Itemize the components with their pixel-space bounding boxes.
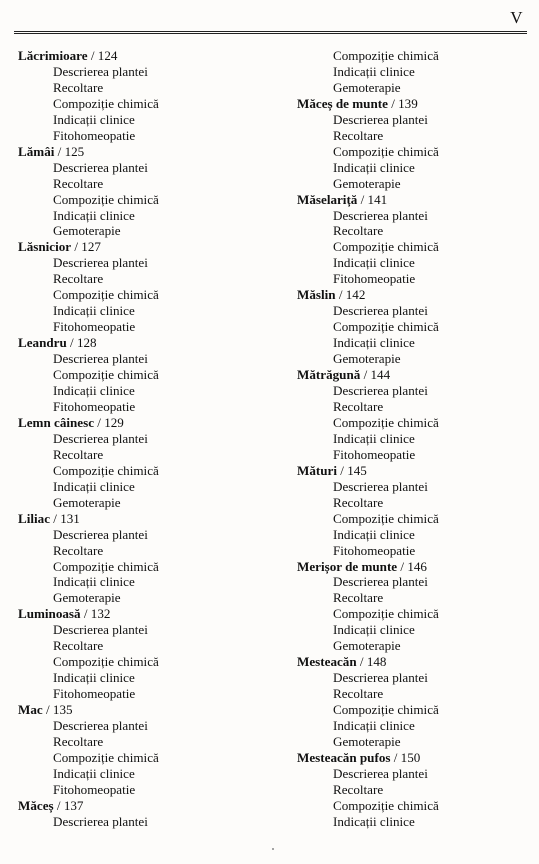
entry-separator: / — [397, 558, 408, 574]
entry-page-number: 128 — [76, 335, 97, 351]
index-entry — [18, 702, 268, 798]
entry-page-number: 132 — [90, 606, 111, 622]
entry-subtopic: Gemoterapie — [333, 175, 401, 191]
entry-heading — [297, 559, 529, 575]
entry-title: Măceș — [18, 797, 54, 813]
entry-title: Mesteacăn pufos — [297, 749, 391, 765]
entry-page-number: 148 — [366, 654, 387, 670]
index-entry — [18, 415, 268, 511]
entry-subtopic: Descrierea plantei — [53, 718, 148, 734]
entry-subtopic: Indicații clinice — [53, 478, 135, 494]
entry-subtopic: Indicații clinice — [333, 718, 415, 734]
index-entry — [297, 48, 529, 96]
entry-subtopic: Compoziție chimică — [333, 702, 439, 718]
entry-subtopic: Compoziție chimică — [53, 462, 159, 478]
entry-subtopic: Gemoterapie — [333, 733, 401, 749]
entry-subtopic: Fitohomeopatie — [333, 446, 416, 462]
entry-separator: / — [337, 462, 348, 478]
entry-subtopic: Compoziție chimică — [53, 654, 159, 670]
entry-subtopic: Compoziție chimică — [333, 319, 439, 335]
index-entry — [18, 511, 268, 607]
index-entry — [297, 367, 529, 463]
entry-separator: / — [53, 797, 64, 813]
entry-subtopic: Descrierea plantei — [333, 111, 428, 127]
entry-title: Lămâi — [18, 143, 55, 159]
entry-subtopic: Descrierea plantei — [333, 478, 428, 494]
entry-subtopic: Descrierea plantei — [333, 670, 428, 686]
entry-separator: / — [360, 367, 371, 383]
entry-separator: / — [335, 287, 346, 303]
entry-subtopic: Gemoterapie — [333, 79, 401, 95]
entry-page-number: 124 — [97, 48, 118, 63]
entry-title: Lemn câinesc — [18, 414, 95, 430]
entry-subtopic: Indicații clinice — [53, 574, 135, 590]
entry-subtopic: Indicații clinice — [53, 111, 135, 127]
index-entry — [297, 654, 529, 750]
entry-separator: / — [356, 654, 367, 670]
entry-title: Mătrăgună — [297, 367, 361, 383]
entry-subtopic: Fitohomeopatie — [53, 686, 136, 702]
entry-subtopic: Recoltare — [53, 733, 104, 749]
index-column-left — [18, 48, 268, 830]
entry-subtopic: Descrierea plantei — [53, 430, 148, 446]
entry-subtopic: Descrierea plantei — [53, 63, 148, 79]
entry-heading — [297, 463, 529, 479]
entry-separator: / — [66, 335, 77, 351]
index-entry — [18, 48, 268, 144]
entry-heading — [18, 48, 268, 64]
entry-subtopic: Descrierea plantei — [333, 383, 428, 399]
entry-subtopic: Recoltare — [333, 398, 384, 414]
entry-subtopic: Indicații clinice — [53, 383, 135, 399]
entry-separator: / — [387, 95, 399, 111]
entry-subtopic: Indicații clinice — [333, 622, 415, 638]
entry-subtopic: Indicații clinice — [333, 335, 415, 351]
entry-separator: / — [390, 749, 401, 765]
entry-heading — [18, 415, 268, 431]
index-entry — [18, 239, 268, 335]
entry-separator: / — [87, 48, 98, 63]
index-entry — [18, 335, 268, 415]
entry-subtopic: Descrierea plantei — [53, 159, 148, 175]
entry-title: Lăsnicior — [18, 239, 72, 255]
entry-subtopic: Descrierea plantei — [53, 351, 148, 367]
index-entry — [18, 606, 268, 702]
entry-subtopic: Compoziție chimică — [53, 558, 159, 574]
entry-title: Mesteacăn — [297, 654, 357, 670]
entry-heading — [18, 335, 268, 351]
index-entry — [297, 463, 529, 559]
entry-title: Lăcrimioare — [18, 48, 88, 63]
entry-page-number: 145 — [347, 462, 367, 478]
entry-page-number: 127 — [81, 239, 101, 255]
entry-title: Merișor de munte — [297, 558, 398, 574]
entry-subtopic: Indicații clinice — [53, 765, 135, 781]
entry-subtopic: Recoltare — [333, 223, 384, 239]
index-entry — [297, 287, 529, 367]
entry-heading — [18, 239, 268, 255]
index-entry — [18, 144, 268, 240]
entry-subtopic: Compoziție chimică — [333, 414, 439, 430]
entry-title: Mături — [297, 462, 337, 478]
entry-heading — [18, 511, 268, 527]
entry-subtopic: Recoltare — [53, 175, 104, 191]
entry-subtopic: Indicații clinice — [333, 255, 415, 271]
header-rule — [14, 31, 527, 36]
entry-subtopic: Descrierea plantei — [333, 574, 428, 590]
entry-page-number: 125 — [64, 143, 85, 159]
entry-separator: / — [94, 414, 105, 430]
entry-subtopic: Recoltare — [333, 127, 384, 143]
entry-subtopic: Indicații clinice — [333, 159, 415, 175]
entry-heading — [297, 367, 529, 383]
entry-subtopic: Indicații clinice — [333, 430, 415, 446]
entry-page-number: 150 — [400, 749, 421, 765]
entry-title: Măceș de munte — [297, 95, 388, 111]
entry-subtopic: Compoziție chimică — [53, 749, 159, 765]
entry-separator: / — [71, 239, 82, 255]
entry-subtopic: Recoltare — [333, 590, 384, 606]
entry-subtopic: Descrierea plantei — [333, 765, 428, 781]
entry-subtopic: Descrierea plantei — [53, 622, 148, 638]
entry-heading — [297, 750, 529, 766]
entry-subtopic: Compoziție chimică — [53, 287, 159, 303]
entry-title: Măslin — [297, 287, 336, 303]
entry-page-number: 139 — [398, 95, 418, 111]
entry-subtopic: Gemoterapie — [333, 638, 401, 654]
entry-page-number: 131 — [60, 510, 80, 526]
entry-subtopic: Indicații clinice — [53, 303, 135, 319]
entry-subtopic: Gemoterapie — [53, 223, 121, 239]
entry-subtopic: Fitohomeopatie — [53, 127, 136, 143]
entry-subtopic: Descrierea plantei — [333, 303, 428, 319]
index-entry — [297, 750, 529, 830]
entry-page-number: 146 — [407, 558, 427, 574]
entry-subtopic: Compoziție chimică — [53, 367, 159, 383]
entry-subtopic: Compoziție chimică — [333, 143, 439, 159]
entry-subtopic: Recoltare — [53, 638, 104, 654]
entry-title: Luminoasă — [18, 606, 81, 622]
entry-subtopic: Fitohomeopatie — [333, 542, 416, 558]
entry-subtopic: Fitohomeopatie — [333, 271, 416, 287]
entry-subtopic: Indicații clinice — [333, 813, 415, 829]
entry-subtopic: Fitohomeopatie — [53, 319, 136, 335]
page-number: V — [510, 8, 523, 27]
entry-subtopic: Descrierea plantei — [53, 255, 148, 271]
entry-subtopic: Recoltare — [53, 271, 104, 287]
entry-subtopic: Compoziție chimică — [53, 191, 159, 207]
entry-subtopic: Compoziție chimică — [333, 606, 439, 622]
entry-heading — [297, 192, 529, 208]
entry-subtopic: Gemoterapie — [53, 590, 121, 606]
entry-subtopic: Recoltare — [53, 446, 104, 462]
entry-separator: / — [42, 702, 53, 718]
entry-subtopic: Recoltare — [333, 494, 384, 510]
entry-subtopic: Compoziție chimică — [333, 48, 439, 63]
entry-page-number: 142 — [345, 287, 366, 303]
entry-heading — [297, 96, 529, 112]
entry-page-number: 141 — [367, 191, 388, 207]
index-column-right — [297, 48, 529, 830]
entry-subtopic: Fitohomeopatie — [53, 398, 136, 414]
entry-heading — [18, 798, 268, 814]
entry-page-number: 137 — [63, 797, 84, 813]
index-entry — [18, 798, 268, 830]
entry-subtopic: Recoltare — [333, 686, 384, 702]
index-entry — [297, 192, 529, 288]
entry-separator: / — [54, 143, 65, 159]
index-entry — [297, 96, 529, 192]
entry-subtopic: Recoltare — [53, 79, 104, 95]
entry-subtopic: Recoltare — [333, 781, 384, 797]
entry-subtopic: Indicații clinice — [53, 207, 135, 223]
page-speck — [272, 848, 274, 850]
entry-heading — [297, 654, 529, 670]
entry-subtopic: Indicații clinice — [333, 63, 415, 79]
entry-page-number: 129 — [104, 414, 124, 430]
entry-subtopic: Indicații clinice — [53, 670, 135, 686]
entry-heading — [18, 702, 268, 718]
entry-subtopic: Fitohomeopatie — [53, 781, 136, 797]
entry-title: Liliac — [18, 510, 51, 526]
entry-heading — [18, 606, 268, 622]
entry-subtopic: Compoziție chimică — [333, 239, 439, 255]
entry-separator: / — [80, 606, 91, 622]
entry-subtopic: Recoltare — [53, 542, 104, 558]
entry-separator: / — [357, 191, 368, 207]
entry-subtopic: Compoziție chimică — [53, 95, 159, 111]
entry-subtopic: Indicații clinice — [333, 526, 415, 542]
entry-title: Măselariță — [297, 191, 358, 207]
entry-page-number: 144 — [370, 367, 391, 383]
entry-subtopic: Compoziție chimică — [333, 510, 439, 526]
entry-subtopic: Compoziție chimică — [333, 797, 439, 813]
index-entry — [297, 559, 529, 655]
entry-heading — [297, 287, 529, 303]
entry-heading — [18, 144, 268, 160]
entry-separator: / — [50, 510, 61, 526]
entry-subtopic: Descrierea plantei — [53, 813, 148, 829]
entry-subtopic: Gemoterapie — [53, 494, 121, 510]
entry-subtopic: Descrierea plantei — [333, 207, 428, 223]
entry-subtopic: Gemoterapie — [333, 351, 401, 367]
entry-title: Leandru — [18, 335, 67, 351]
entry-title: Mac — [18, 702, 43, 718]
entry-page-number: 135 — [52, 702, 73, 718]
entry-subtopic: Descrierea plantei — [53, 526, 148, 542]
